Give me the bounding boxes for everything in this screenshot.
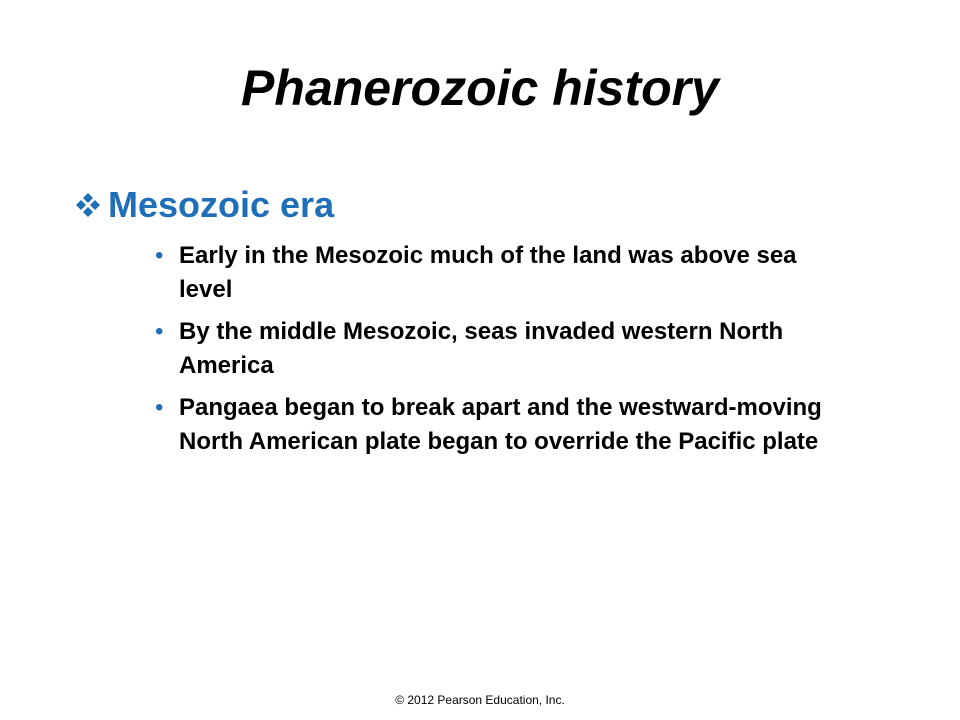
- bullet-marker: •: [155, 242, 164, 269]
- slide-title: Phanerozoic history: [241, 60, 719, 116]
- section-heading: Mesozoic era: [108, 184, 335, 225]
- four-diamond-bullet-icon: [74, 191, 102, 219]
- bullet-text: By the middle Mesozoic, seas invaded western North America: [179, 318, 784, 379]
- bullet-item: [155, 315, 855, 383]
- bullet-marker: •: [155, 394, 164, 421]
- bullet-list: [155, 239, 855, 467]
- bullet-marker: •: [155, 318, 164, 345]
- bullet-item: [155, 391, 855, 459]
- copyright-footer: © 2012 Pearson Education, Inc.: [395, 693, 565, 707]
- section-heading-row: [74, 180, 334, 230]
- bullet-item: [155, 239, 855, 307]
- bullet-text: Early in the Mesozoic much of the land was above sea level: [179, 242, 797, 303]
- bullet-text: Pangaea began to break apart and the westward-moving North American plate began to override the Pacific plate: [179, 394, 822, 455]
